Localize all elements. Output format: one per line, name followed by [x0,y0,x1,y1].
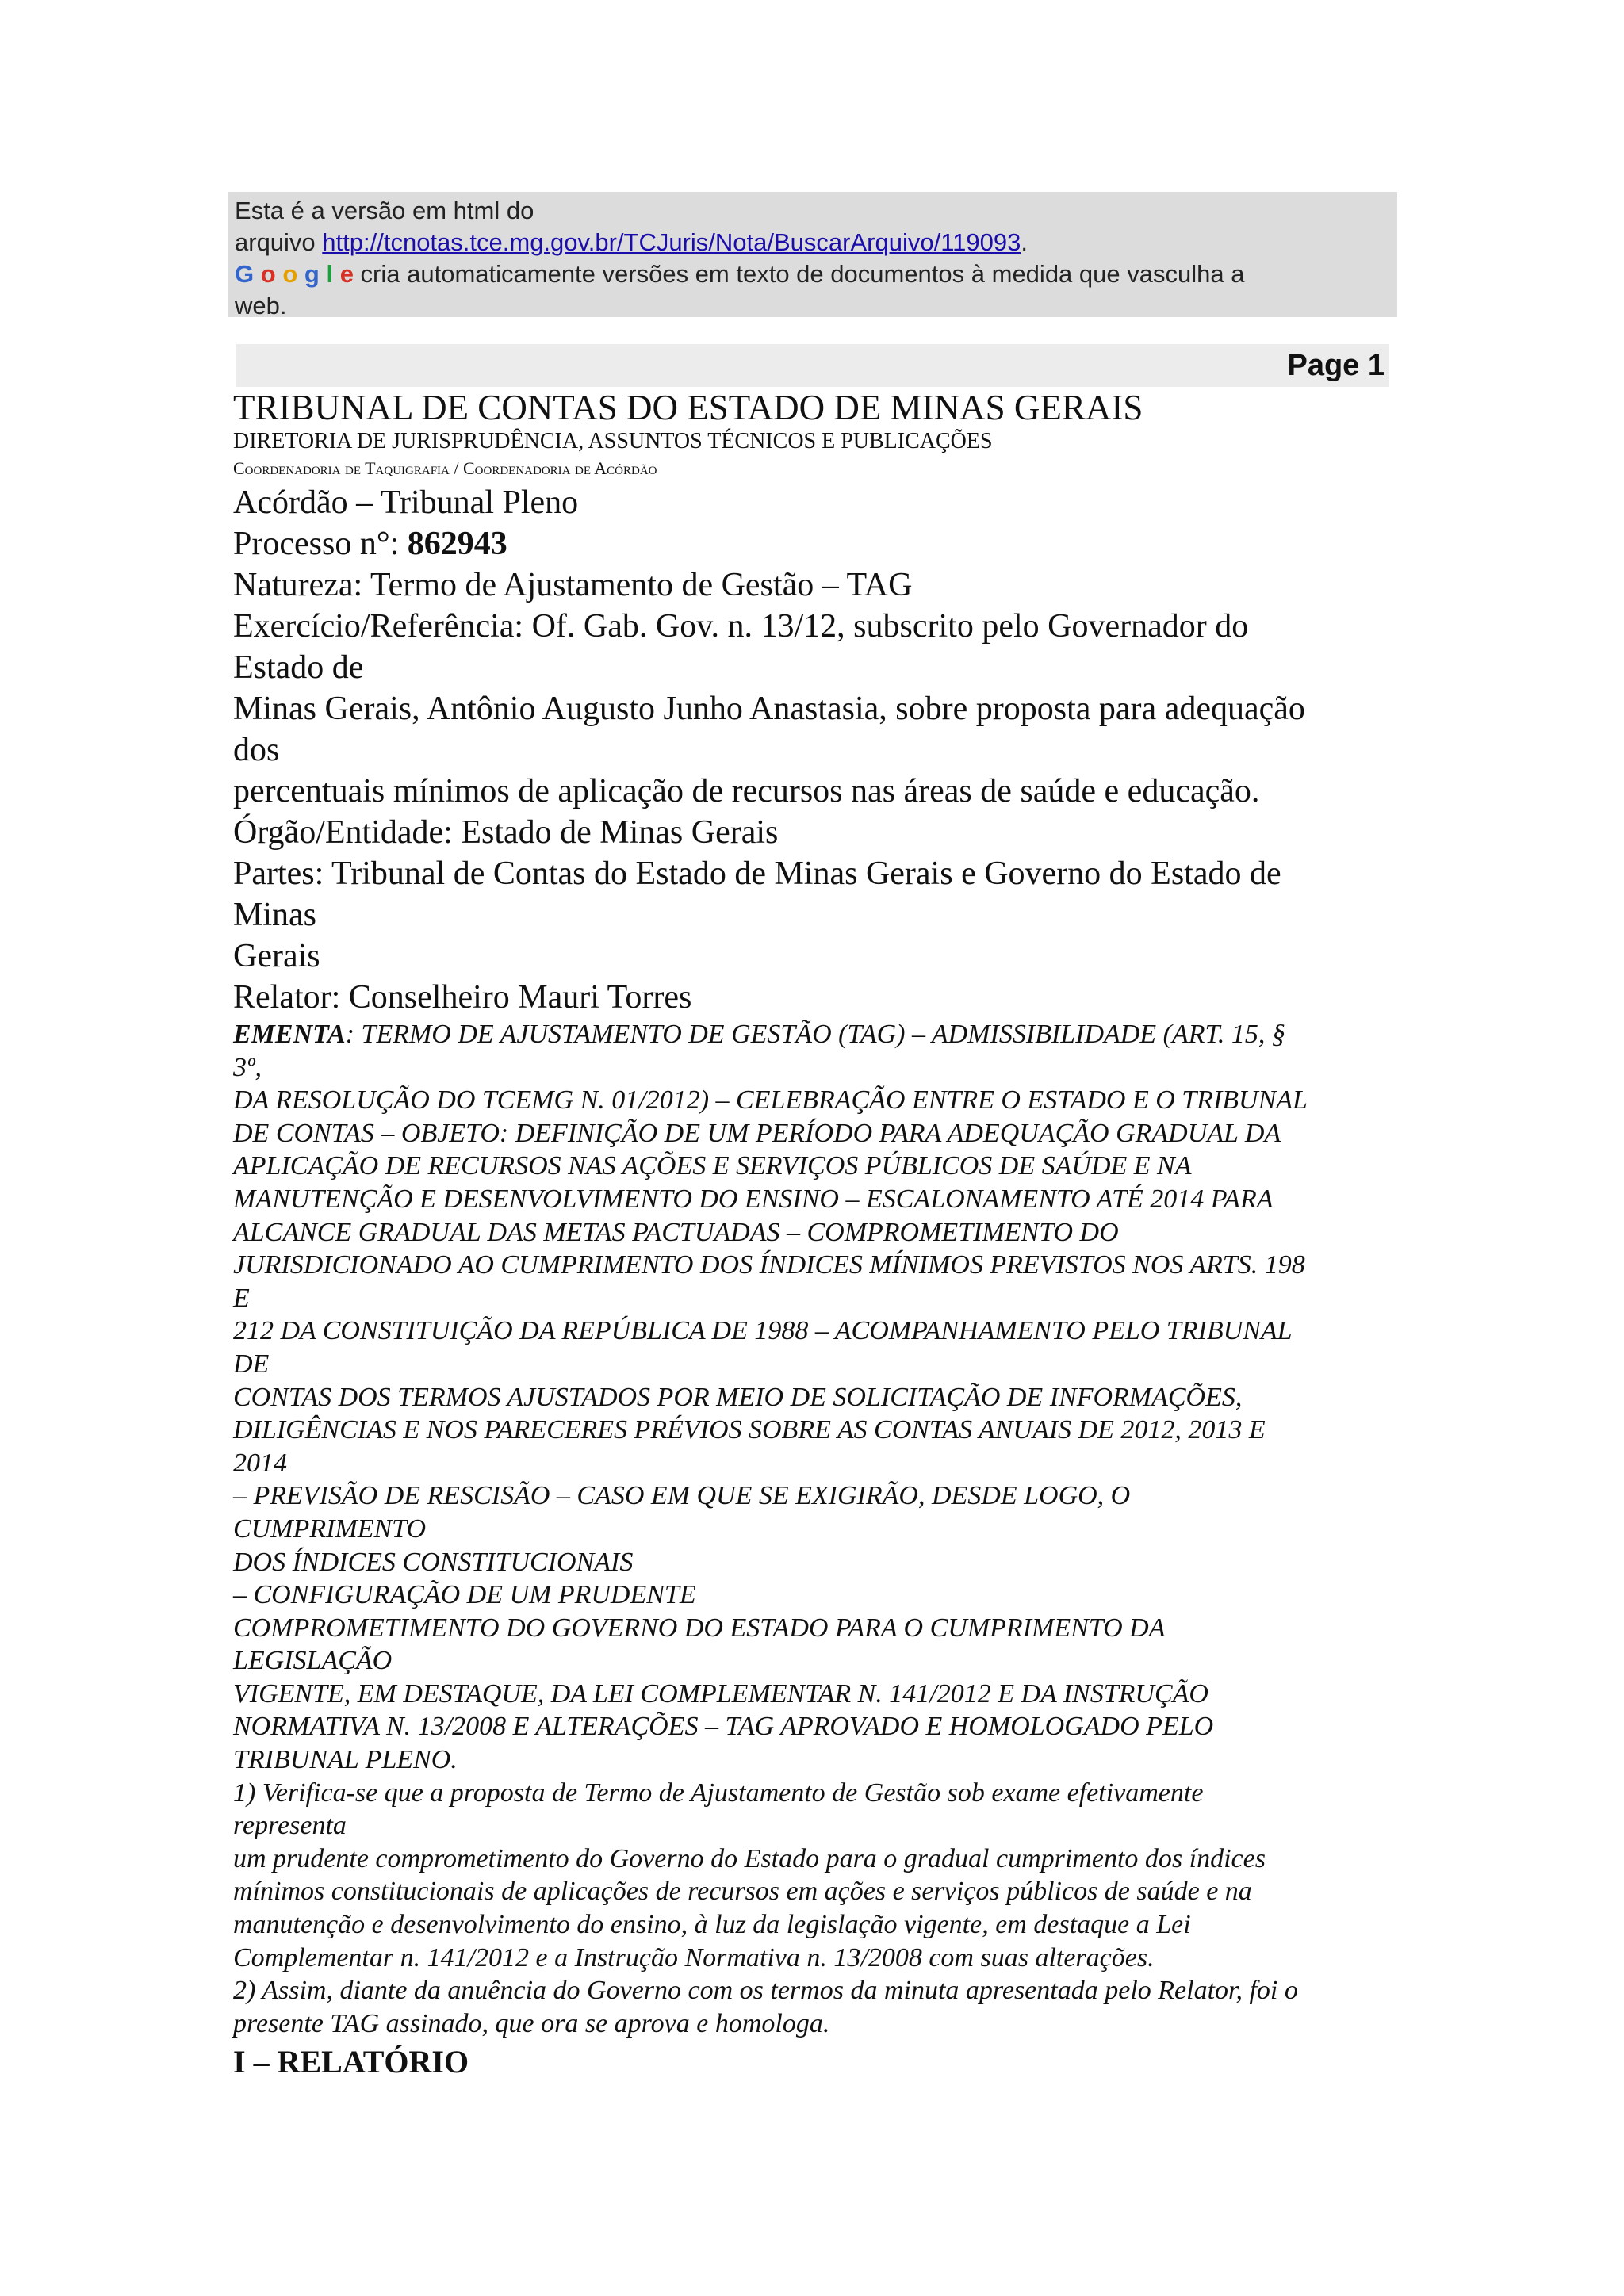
google-logo-letter: e [339,260,354,288]
banner-prefix: arquivo [235,228,323,256]
cache-banner [228,192,1397,320]
banner-line-4: web. [235,292,287,320]
google-logo-letter: o [282,260,298,288]
ementa-line: LEGISLAÇÃO [233,1646,393,1676]
ementa-line: DOS ÍNDICES CONSTITUCIONAIS [233,1547,634,1577]
ementa-line: manutenção e desenvolvimento do ensino, à luz da legislação vigente, em destaque a Lei [233,1910,1191,1940]
ementa-label: EMENTA [233,1020,346,1049]
ementa-line: VIGENTE, EM DESTAQUE, DA LEI COMPLEMENTAR N. 141/2012 E DA INSTRUÇÃO [233,1678,1208,1709]
ementa-line: E [233,1283,250,1313]
ementa-line: 212 DA CONSTITUIÇÃO DA REPÚBLICA DE 1988 – ACOMPANHAMENTO PELO TRIBUNAL [233,1316,1293,1346]
partes-line: Partes: Tribunal de Contas do Estado de Minas Gerais e Governo do Estado de [233,855,1281,892]
exercicio-line: Minas Gerais, Antônio Augusto Junho Anastasia, sobre proposta para adequação [233,691,1305,727]
ementa-line: TRIBUNAL PLENO. [233,1745,458,1775]
exercicio-line: Estado de [233,649,364,686]
banner-suffix: . [1021,228,1028,256]
ementa-line: DE [233,1349,270,1379]
ementa-line: CUMPRIMENTO [233,1513,427,1544]
exercicio-line: percentuais mínimos de aplicação de recursos nas áreas de saúde e educação. [233,773,1260,809]
ementa-line: DA RESOLUÇÃO DO TCEMG N. 01/2012) – CELEBRAÇÃO ENTRE O ESTADO E O TRIBUNAL [233,1085,1308,1115]
exercicio-line: Exercício/Referência: Of. Gab. Gov. n. 13/12, subscrito pelo Governador do [233,608,1249,645]
ementa-line: 2) Assim, diante da anuência do Governo com os termos da minuta apresentada pelo Relator, foi o [233,1976,1298,2006]
exercicio-line: dos [233,732,280,768]
banner-line-3 [235,258,1391,290]
document-body [233,387,1399,2084]
banner-line-2 [235,227,1391,258]
ementa-line: Complementar n. 141/2012 e a Instrução Normativa n. 13/2008 com suas alterações. [233,1942,1155,1973]
page-label: Page 1 [1287,349,1385,382]
ementa-line: presente TAG assinado, que ora se aprova e homologa. [233,2008,830,2038]
ementa-line: DE CONTAS – OBJETO: DEFINIÇÃO DE UM PERÍODO PARA ADEQUAÇÃO GRADUAL DA [233,1118,1281,1148]
partes-line: Gerais [233,938,320,974]
ementa-line [233,1018,1399,1051]
coordination-subtitle: Coordenadoria de Taquigrafia / Coordenadoria de Acórdão [233,458,657,478]
tribunal-title: TRIBUNAL DE CONTAS DO ESTADO DE MINAS GERAIS [233,388,1143,427]
natureza-line: Natureza: Termo de Ajustamento de Gestão – TAG [233,567,913,603]
ementa-line: – CONFIGURAÇÃO DE UM PRUDENTE [233,1580,696,1610]
ementa-line: COMPROMETIMENTO DO GOVERNO DO ESTADO PARA O CUMPRIMENTO DA [233,1613,1166,1643]
ementa-line: CONTAS DOS TERMOS AJUSTADOS POR MEIO DE SOLICITAÇÃO DE INFORMAÇÕES, [233,1382,1243,1412]
ementa-line: APLICAÇÃO DE RECURSOS NAS AÇÕES E SERVIÇOS PÚBLICOS DE SAÚDE E NA [233,1151,1192,1181]
ementa-line: – PREVISÃO DE RESCISÃO – CASO EM QUE SE EXIGIRÃO, DESDE LOGO, O [233,1481,1131,1511]
ementa-line: 3º, [233,1052,262,1082]
relator-line: Relator: Conselheiro Mauri Torres [233,979,692,1016]
processo-line [233,523,1399,564]
ementa-line: JURISDICIONADO AO CUMPRIMENTO DOS ÍNDICES MÍNIMOS PREVISTOS NOS ARTS. 198 [233,1250,1305,1280]
ementa-line: NORMATIVA N. 13/2008 E ALTERAÇÕES – TAG APROVADO E HOMOLOGADO PELO [233,1712,1214,1742]
ementa-line: DILIGÊNCIAS E NOS PARECERES PRÉVIOS SOBRE AS CONTAS ANUAIS DE 2012, 2013 E [233,1415,1266,1445]
orgao-line: Órgão/Entidade: Estado de Minas Gerais [233,814,779,851]
banner-line-1: Esta é a versão em html do [235,197,534,224]
section-heading: I – RELATÓRIO [233,2044,469,2080]
ementa-line: ALCANCE GRADUAL DAS METAS PACTUADAS – COMPROMETIMENTO DO [233,1217,1119,1247]
partes-line: Minas [233,897,316,933]
ementa-first-line: : TERMO DE AJUSTAMENTO DE GESTÃO (TAG) – ADMISSIBILIDADE (ART. 15, § [345,1020,1285,1049]
processo-number: 862943 [407,526,508,562]
google-logo-letter: l [326,260,334,288]
ementa-block [233,1018,1399,2040]
google-logo-letter: o [260,260,276,288]
ementa-line: um prudente comprometimento do Governo do Estado para o gradual cumprimento dos índices [233,1843,1266,1873]
processo-label: Processo n°: [233,526,408,562]
directorate-subtitle: DIRETORIA DE JURISPRUDÊNCIA, ASSUNTOS TÉCNICOS E PUBLICAÇÕES [233,429,993,453]
google-logo-letter: G [235,260,255,288]
ementa-line: MANUTENÇÃO E DESENVOLVIMENTO DO ENSINO – ESCALONAMENTO ATÉ 2014 PARA [233,1184,1274,1214]
page-number-bar [236,344,1389,387]
google-logo-letter: g [304,260,320,288]
ementa-line: representa [233,1811,347,1841]
ementa-line: 2014 [233,1448,287,1478]
source-file-link[interactable]: http://tcnotas.tce.mg.gov.br/TCJuris/Nota/BuscarArquivo/119093 [322,228,1021,256]
ementa-line: 1) Verifica-se que a proposta de Termo de Ajustamento de Gestão sob exame efetivamente [233,1777,1204,1808]
banner-description: cria automaticamente versões em texto de documentos à medida que vasculha a [353,260,1245,288]
ementa-line: mínimos constitucionais de aplicações de recursos em ações e serviços públicos de saúde e na [233,1877,1252,1907]
acordao-line: Acórdão – Tribunal Pleno [233,484,579,521]
